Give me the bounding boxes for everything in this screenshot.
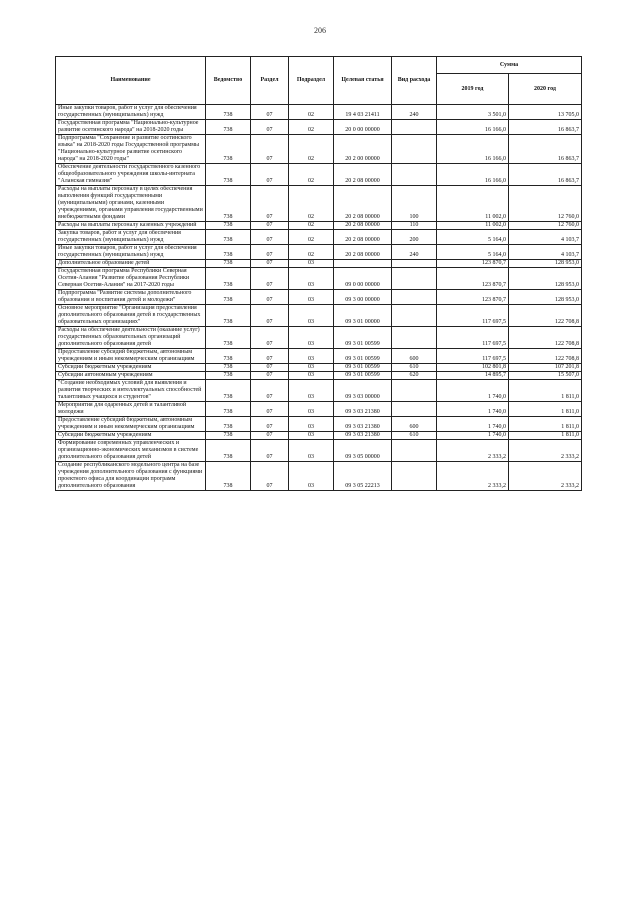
cell-name: Иные закупки товаров, работ и услуг для обеспечения государственных (муниципальных) нужд [56,245,206,260]
cell-razdel: 07 [251,105,289,120]
cell-name: Субсидии бюджетным учреждениям [56,432,206,440]
cell-podrazdel: 03 [289,364,334,372]
cell-razdel: 07 [251,372,289,380]
cell-vedomstvo: 738 [206,186,251,222]
cell-expense-type: 610 [392,364,437,372]
cell-target-article: 09 3 05 22213 [334,462,392,491]
cell-vedomstvo: 738 [206,105,251,120]
cell-target-article: 09 0 00 00000 [334,268,392,290]
cell-vedomstvo: 738 [206,164,251,186]
cell-expense-type: 620 [392,372,437,380]
cell-2020: 16 863,7 [509,120,582,135]
cell-target-article: 09 3 01 00599 [334,372,392,380]
cell-podrazdel: 03 [289,290,334,305]
cell-vedomstvo: 738 [206,290,251,305]
cell-expense-type [392,260,437,268]
cell-name: Иные закупки товаров, работ и услуг для обеспечения государственных (муниципальных) нужд [56,105,206,120]
cell-name: Закупка товаров, работ и услуг для обеспечения государственных (муниципальных) нужд [56,230,206,245]
cell-expense-type [392,268,437,290]
header-podrazdel: Подраздел [289,57,334,105]
cell-podrazdel: 02 [289,164,334,186]
cell-name: Дополнительное образование детей [56,260,206,268]
cell-razdel: 07 [251,260,289,268]
header-year-2019: 2019 год [437,74,509,105]
cell-target-article: 09 3 03 00000 [334,380,392,402]
cell-target-article: 20 2 08 00000 [334,245,392,260]
header-expense-type: Вид расхода [392,57,437,105]
cell-2019: 2 333,2 [437,440,509,462]
cell-vedomstvo: 738 [206,245,251,260]
cell-expense-type: 610 [392,432,437,440]
cell-vedomstvo: 738 [206,349,251,364]
cell-2019: 11 002,0 [437,186,509,222]
cell-2020: 128 953,0 [509,268,582,290]
page-number: 206 [314,26,326,35]
cell-podrazdel: 03 [289,462,334,491]
cell-2019: 3 501,0 [437,105,509,120]
cell-target-article: 19 4 03 21411 [334,105,392,120]
cell-target-article: 09 3 01 00599 [334,349,392,364]
cell-target-article: 20 2 08 00000 [334,186,392,222]
cell-vedomstvo: 738 [206,222,251,230]
cell-name: Расходы на обеспечение деятельности (оказание услуг) государственных образовательных организаций дополнительного образования детей [56,327,206,349]
cell-razdel: 07 [251,222,289,230]
cell-vedomstvo: 738 [206,120,251,135]
cell-2019: 1 740,0 [437,417,509,432]
cell-vedomstvo: 738 [206,432,251,440]
cell-name: Подпрограмма "Развитие системы дополнительного образования и воспитания детей и молодежи" [56,290,206,305]
table-row [56,349,582,364]
cell-target-article: 20 2 08 00000 [334,230,392,245]
cell-target-article: 09 3 00 00000 [334,290,392,305]
cell-expense-type: 110 [392,222,437,230]
cell-razdel: 07 [251,164,289,186]
cell-vedomstvo: 738 [206,260,251,268]
cell-razdel: 07 [251,440,289,462]
cell-2019: 117 697,5 [437,305,509,327]
cell-2019: 117 697,5 [437,327,509,349]
cell-podrazdel: 02 [289,135,334,164]
cell-target-article: 20 2 08 00000 [334,222,392,230]
cell-target-article: 09 3 01 00599 [334,327,392,349]
cell-2019: 123 870,7 [437,260,509,268]
header-year-2020: 2020 год [509,74,582,105]
cell-podrazdel: 03 [289,372,334,380]
cell-podrazdel: 02 [289,245,334,260]
cell-expense-type [392,305,437,327]
cell-2020: 2 333,2 [509,440,582,462]
cell-expense-type [392,402,437,417]
cell-2020: 12 760,0 [509,222,582,230]
cell-2019: 1 740,0 [437,432,509,440]
cell-2020: 1 811,0 [509,402,582,417]
table-body [56,105,582,491]
cell-2019: 1 740,0 [437,380,509,402]
cell-expense-type: 600 [392,417,437,432]
cell-expense-type: 240 [392,105,437,120]
cell-razdel: 07 [251,327,289,349]
cell-name: Предоставление субсидий бюджетным, автономным учреждениям и иным некоммерческим организациям [56,417,206,432]
cell-razdel: 07 [251,349,289,364]
cell-2020: 122 708,8 [509,327,582,349]
cell-vedomstvo: 738 [206,327,251,349]
cell-expense-type [392,327,437,349]
cell-name: Государственная программа Республики Северная Осетия-Алания "Развитие образования Республики Северная Осетия-Алания" на 2017-2020 годы [56,268,206,290]
cell-2020: 128 953,0 [509,290,582,305]
cell-razdel: 07 [251,417,289,432]
table-row [56,290,582,305]
cell-name: Основное мероприятие "Организация предоставления дополнительного образования детей в государственных образовательных организациях" [56,305,206,327]
cell-vedomstvo: 738 [206,230,251,245]
cell-2020: 122 708,8 [509,349,582,364]
cell-razdel: 07 [251,364,289,372]
cell-vedomstvo: 738 [206,380,251,402]
table-row [56,380,582,402]
cell-2020: 128 953,0 [509,260,582,268]
table-row [56,364,582,372]
table-header-row [56,57,582,74]
cell-2020: 4 103,7 [509,230,582,245]
table-row [56,164,582,186]
cell-podrazdel: 02 [289,186,334,222]
header-vedomstvo: Ведомство [206,57,251,105]
cell-2019: 102 801,8 [437,364,509,372]
budget-table [55,56,582,491]
cell-2019: 2 333,2 [437,462,509,491]
cell-name: Формирование современных управленческих и организационно-экономических механизмов в системе дополнительного образования детей [56,440,206,462]
cell-podrazdel: 03 [289,268,334,290]
cell-2020: 2 333,2 [509,462,582,491]
table-row [56,440,582,462]
cell-2020: 16 863,7 [509,135,582,164]
cell-razdel: 07 [251,432,289,440]
cell-vedomstvo: 738 [206,364,251,372]
table-row [56,305,582,327]
cell-name: "Создание необходимых условий для выявления и развития творческих и интеллектуальных способностей талантливых учащихся и студентов" [56,380,206,402]
cell-2020: 107 201,8 [509,364,582,372]
cell-vedomstvo: 738 [206,372,251,380]
cell-expense-type: 600 [392,349,437,364]
cell-razdel: 07 [251,268,289,290]
cell-razdel: 07 [251,402,289,417]
cell-podrazdel: 02 [289,105,334,120]
cell-2019: 5 164,0 [437,245,509,260]
cell-podrazdel: 03 [289,440,334,462]
table-row [56,372,582,380]
table-row [56,268,582,290]
cell-2019: 11 002,0 [437,222,509,230]
cell-2019: 117 697,5 [437,349,509,364]
cell-2019: 16 166,0 [437,135,509,164]
cell-razdel: 07 [251,186,289,222]
cell-target-article: 20 2 08 00000 [334,164,392,186]
table-row [56,135,582,164]
cell-podrazdel: 02 [289,222,334,230]
cell-2019: 14 895,7 [437,372,509,380]
cell-razdel: 07 [251,380,289,402]
cell-vedomstvo: 738 [206,305,251,327]
cell-expense-type [392,462,437,491]
cell-name: Субсидии бюджетным учреждениям [56,364,206,372]
cell-target-article: 09 3 01 00000 [334,305,392,327]
cell-name: Подпрограмма "Сохранение и развитие осетинского языка" на 2018-2020 годы Государственной программы "Национально-культурное развитие осетинского народа" на 2018-2020 годы" [56,135,206,164]
cell-podrazdel: 03 [289,327,334,349]
cell-name: Предоставление субсидий бюджетным, автономным учреждениям и иным некоммерческим организациям [56,349,206,364]
cell-razdel: 07 [251,245,289,260]
cell-2020: 15 507,0 [509,372,582,380]
cell-podrazdel: 03 [289,402,334,417]
cell-podrazdel: 03 [289,260,334,268]
cell-razdel: 07 [251,230,289,245]
table-row [56,120,582,135]
table-row [56,327,582,349]
cell-name: Создание республиканского модельного центра на базе учреждения дополнительного образования с функциями проектного офиса для координации программ дополнительного образования [56,462,206,491]
cell-2019: 16 166,0 [437,164,509,186]
table-row [56,462,582,491]
cell-podrazdel: 03 [289,349,334,364]
cell-name: Расходы на выплаты персоналу казенных учреждений [56,222,206,230]
cell-expense-type: 200 [392,230,437,245]
cell-target-article: 20 0 00 00000 [334,120,392,135]
header-target-article: Целевая статья [334,57,392,105]
cell-vedomstvo: 738 [206,440,251,462]
cell-target-article: 20 2 00 00000 [334,135,392,164]
cell-expense-type [392,164,437,186]
cell-name: Мероприятия для одаренных детей и талантливой молодежи [56,402,206,417]
cell-expense-type [392,380,437,402]
cell-2020: 16 863,7 [509,164,582,186]
header-sum: Сумма [437,57,582,74]
cell-2020: 122 708,8 [509,305,582,327]
cell-expense-type [392,120,437,135]
header-razdel: Раздел [251,57,289,105]
cell-2020: 1 811,0 [509,380,582,402]
cell-expense-type [392,440,437,462]
cell-razdel: 07 [251,462,289,491]
cell-name: Расходы на выплаты персоналу в целях обеспечения выполнения функций государственными (муниципальными) органами, казенными учреждениями, органами управления государственными внебюджетными фондами [56,186,206,222]
cell-vedomstvo: 738 [206,268,251,290]
cell-expense-type [392,290,437,305]
cell-name: Государственная программа "Национально-культурное развитие осетинского народа" на 2018-2020 годы [56,120,206,135]
cell-vedomstvo: 738 [206,462,251,491]
cell-2019: 123 870,7 [437,290,509,305]
cell-vedomstvo: 738 [206,402,251,417]
cell-podrazdel: 03 [289,432,334,440]
cell-target-article: 09 3 01 00599 [334,364,392,372]
table-row [56,432,582,440]
cell-target-article: 09 3 03 21380 [334,432,392,440]
cell-vedomstvo: 738 [206,135,251,164]
cell-podrazdel: 02 [289,120,334,135]
cell-2019: 1 740,0 [437,402,509,417]
table-row [56,417,582,432]
table-row [56,230,582,245]
cell-expense-type [392,135,437,164]
cell-podrazdel: 03 [289,380,334,402]
cell-target-article: 09 3 03 21380 [334,417,392,432]
cell-podrazdel: 02 [289,230,334,245]
cell-name: Обеспечение деятельности государственного казенного общеобразовательного учреждения школы-интерната "Аланская гимназия" [56,164,206,186]
table-row [56,245,582,260]
cell-podrazdel: 03 [289,305,334,327]
cell-2020: 4 103,7 [509,245,582,260]
cell-2020: 1 811,0 [509,432,582,440]
table-row [56,105,582,120]
table-row [56,402,582,417]
cell-target-article: 09 3 05 00000 [334,440,392,462]
cell-razdel: 07 [251,135,289,164]
cell-2019: 16 166,0 [437,120,509,135]
cell-target-article [334,260,392,268]
cell-podrazdel: 03 [289,417,334,432]
cell-2019: 123 870,7 [437,268,509,290]
table-row [56,222,582,230]
cell-name: Субсидии автономным учреждениям [56,372,206,380]
cell-vedomstvo: 738 [206,417,251,432]
cell-expense-type: 240 [392,245,437,260]
cell-target-article: 09 3 03 21380 [334,402,392,417]
cell-razdel: 07 [251,290,289,305]
cell-2020: 13 705,0 [509,105,582,120]
cell-expense-type: 100 [392,186,437,222]
cell-2019: 5 164,0 [437,230,509,245]
cell-razdel: 07 [251,120,289,135]
table-row [56,186,582,222]
table-row [56,260,582,268]
header-name: Наименование [56,57,206,105]
cell-razdel: 07 [251,305,289,327]
cell-2020: 1 811,0 [509,417,582,432]
cell-2020: 12 760,0 [509,186,582,222]
